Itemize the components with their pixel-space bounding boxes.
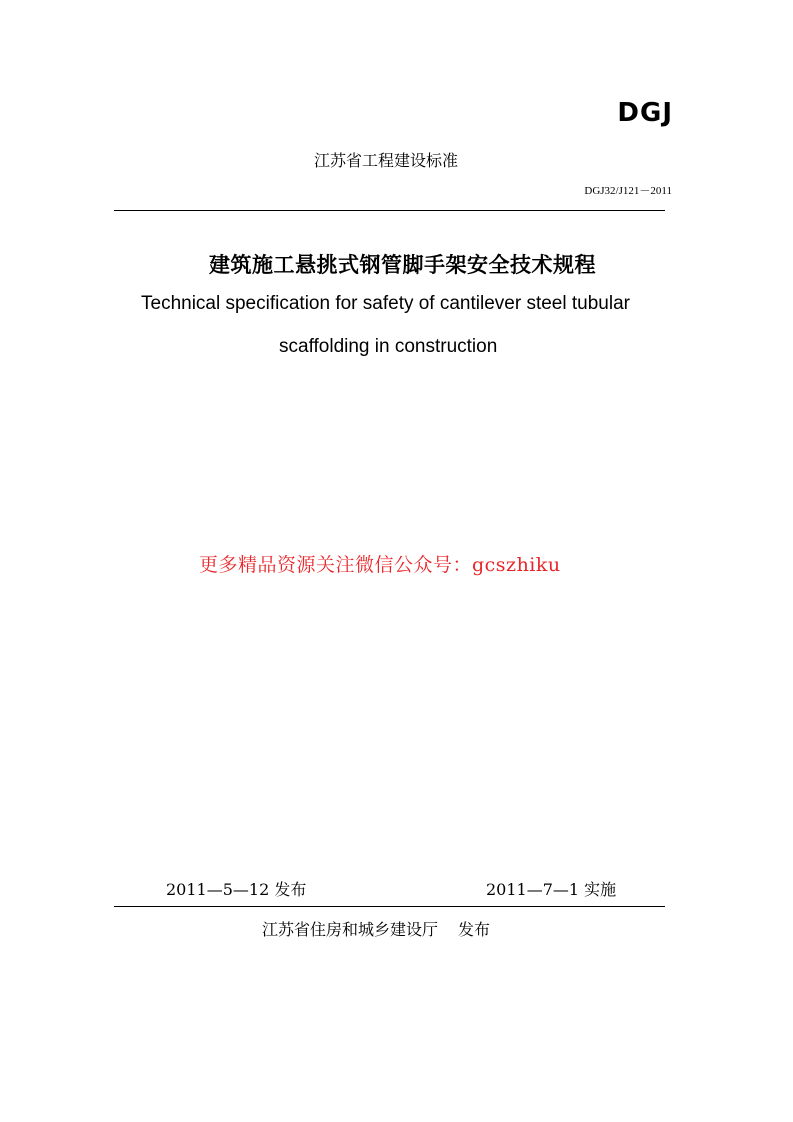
standard-code: DGJ <box>617 98 673 128</box>
promo-watermark-text: 更多精品资源关注微信公众号：gcszhiku <box>199 554 561 576</box>
standard-type: 江苏省工程建设标准 <box>314 151 459 170</box>
publisher-name: 江苏省住房和城乡建设厅 <box>262 920 439 939</box>
bottom-divider <box>114 906 665 907</box>
document-title-chinese: 建筑施工悬挑式钢管脚手架安全技术规程 <box>209 253 596 277</box>
publisher-line <box>262 917 490 940</box>
top-divider <box>114 210 665 211</box>
effective-date: 2011—7—1 实施 <box>486 880 617 899</box>
standard-number: DGJ32/J121－2011 <box>584 185 672 197</box>
issue-date: 2011—5—12 发布 <box>166 880 307 899</box>
document-title-english-line2: scaffolding in construction <box>279 336 498 357</box>
document-title-english-line1: Technical specification for safety of cantilever steel tubular <box>141 293 630 314</box>
publish-label: 发布 <box>458 920 491 939</box>
